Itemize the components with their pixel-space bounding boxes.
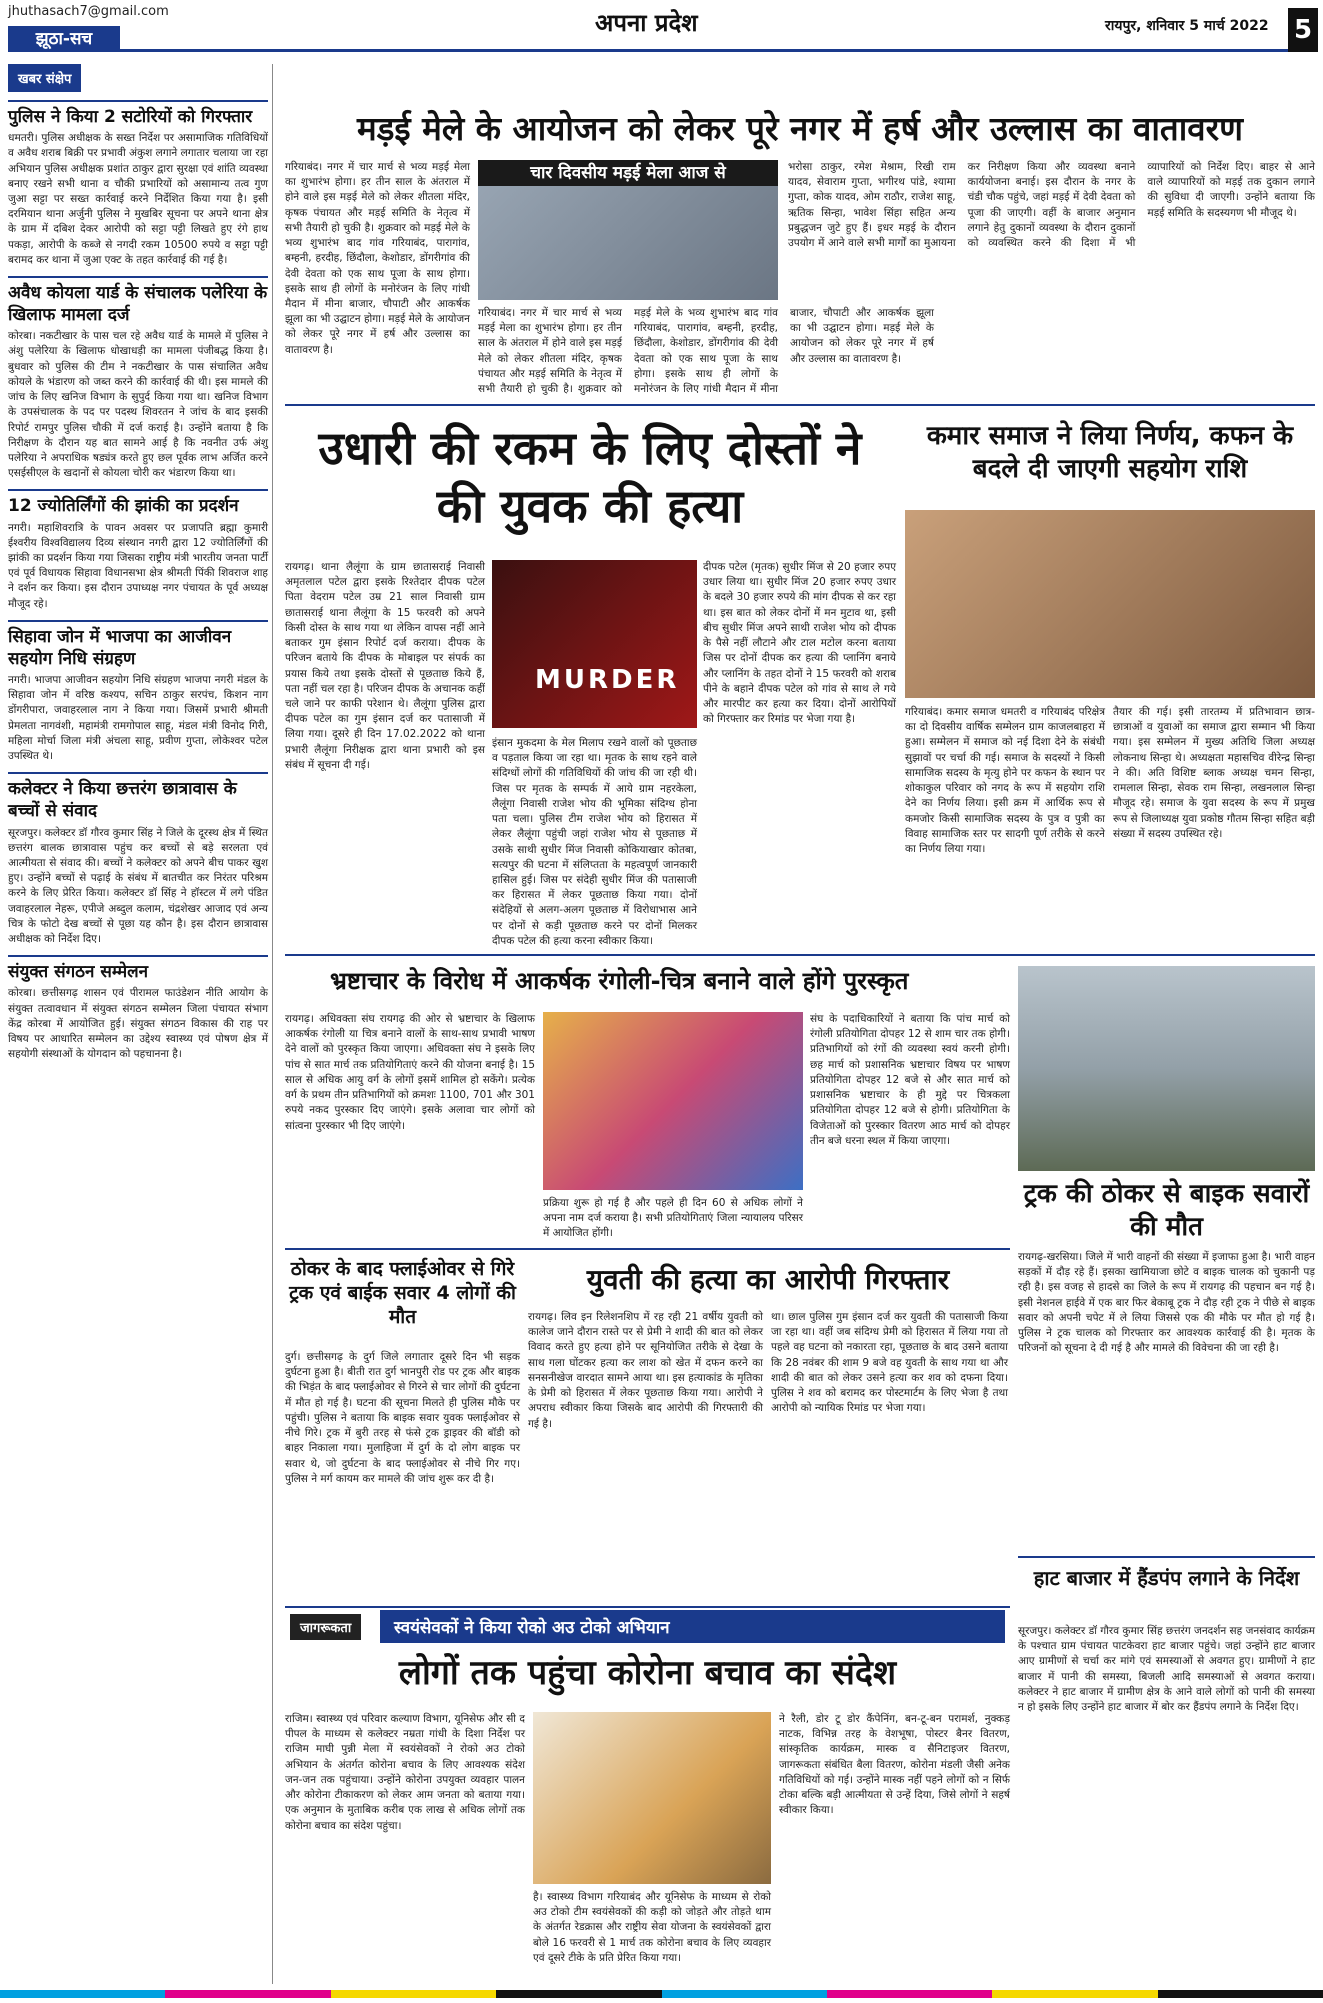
story-headline: कमार समाज ने लिया निर्णय, कफन के बदले दी जाएगी सहयोग राशि — [926, 421, 1294, 484]
rally-photo — [533, 1712, 771, 1884]
rangoli-photo — [543, 1012, 803, 1190]
story-headline: उधारी की रकम के लिए दोस्तों ने की युवक की हत्या — [318, 421, 862, 533]
story-headline: लोगों तक पहुंचा कोरोना बचाव का संदेश — [398, 1653, 897, 1693]
brief-body: नगरी। भाजपा आजीवन सहयोग निधि संग्रहण भाजपा नगरी मंडल के सिहावा जोन में वरिष्ठ कश्यप, सचिन ठाकुर सरपंच, किशन नाग डोंगरीपारा, जवाहरलाल नाग ने किया गया। जिसमें प्रभारी श्रीमती प्रेमलता नागवंशी, महामंत्री रामगोपाल साहू, मंडल मंत्री विनोद गिरी, महिला मोर्चा जिला मंत्री अंचला साहू, प्रवीण गुप्ता, लोकेश्वर पटेल उपस्थित थे। — [8, 674, 268, 763]
brief-title: संयुक्त संगठन सम्मेलन — [8, 955, 268, 983]
meeting-photo — [905, 510, 1315, 698]
story-body: गरियाबंद। नगर में चार मार्च से भव्य मड़ई मेला का शुभारंभ होगा। हर तीन साल के अंतराल में होने वाले इस मड़ई मेले को लेकर शीतला मंदिर, कृषक पंचायत और मड़ई समिति के नेतृत्व में सभी तैयारी हो चुकी है। शुक्रवार को मड़ई मेले के भव्य शुभारंभ बाद गांव गरियाबंद, पारागांव, बम्हनी, हरदीह, छिंदौला, केशोडार, डोंगरीगांव की देवी देवता को एक साथ पूजा के साथ होगा। इसके साथ ही लोगों के मनोरंजन के लिए गांधी मैदान में मीना बाजार, चौपाटी और आकर्षक झूला का भी उद्घाटन होगा। मड़ई मेले के आयोजन को लेकर पूरे नगर में हर्ष और उल्लास का वातावरण है। — [285, 161, 470, 356]
divider — [285, 404, 1315, 406]
story-body: गरियाबंद। नगर में चार मार्च से भव्य मड़ई मेला का शुभारंभ होगा। हर तीन साल के अंतराल में होने वाले इस मड़ई मेले को लेकर शीतला मंदिर, कृषक पंचायत और मड़ई समिति के नेतृत्व में सभी तैयारी हो चुकी है। शुक्रवार को मड़ई मेले के भव्य शुभारंभ बाद गांव गरियाबंद, पारागांव, बम्हनी, हरदीह, छिंदौला, केशोडार, डोंगरीगांव की देवी देवता को एक साथ पूजा के साथ होगा। इसके साथ ही लोगों के मनोरंजन के लिए गांधी मैदान में मीना बाजार, चौपाटी और आकर्षक झूला का भी उद्घाटन होगा। मड़ई मेले के आयोजन को लेकर पूरे नगर में हर्ष और उल्लास का वातावरण है। — [478, 307, 934, 396]
color-registration-bar — [0, 1990, 1323, 1998]
story-headline: हाट बाजार में हैंडपंप लगाने के निर्देश — [1033, 1566, 1300, 1590]
story-body: रायगढ़। थाना लैलूंगा के ग्राम छातासराई निवासी अमृतलाल पटेल द्वारा इसके रिश्तेदार दीपक पटेल पिता वेदराम पटेल उम्र 21 साल निवासी ग्राम छातासराई थाना लैलूंगा के 15 फरवरी को अपने किसी दोस्त के साथ गया था लेकिन वापस नहीं आने बताकर गुम इंसान रिपोर्ट दर्ज कराया। दीपक के परिजन बताये कि दीपक के मोबाइल पर संपर्क का प्रयास किये तथा इसके दोस्तों से पूछताछ किये हैं, पता नहीं चल रहा है। परिजन दीपक के अचानक कहीं चले जाने पर काफी परेशान थे। लैलूंगा पुलिस द्वारा दीपक पटेल का गुम इंसान दर्ज कर पतासाजी में लिया गया। दूसरे ही दिन 17.02.2022 को थाना प्रभारी लैलूंगा निरीक्षक द्वारा थाना प्रभारी को इस संबंध में सूचना दी गई। — [285, 561, 485, 771]
brief-body: सूरजपुर। कलेक्टर डॉ गौरव कुमार सिंह ने जिले के दूरस्थ क्षेत्र में स्थित छत्तरंग बालक छात्रावास पहुंच कर बच्चों से बड़े सरलता एवं आत्मीयता से संवाद की। बच्चों ने कलेक्टर को अपने बीच पाकर खुश हुए। उन्होंने बच्चों से पढ़ाई के संबंध में बातचीत कर निरंतर परिश्रम करने के लिए प्रेरित किया। कलेक्टर डॉ सिंह ने हॉस्टल में लगे पंडित जवाहरलाल नेहरू, एपीजे अब्दुल कलाम, चंद्रशेखर आजाद एवं अन्य चित्र के फोटो देख बच्चों से पूछा यह कौन है। इस दौरान छात्रावास अधीक्षक को निर्देश दिए। — [8, 826, 268, 946]
brief-body: नगरी। महाशिवरात्रि के पावन अवसर पर प्रजापति ब्रह्मा कुमारी ईश्वरीय विश्वविद्यालय दिव्य संस्थान नगरी द्वारा 12 ज्योतिर्लिंगों की झांकी का प्रदर्शन किया गया जिसका राष्ट्रीय मंत्री भारतीय जनता पार्टी एवं पूर्व विधायक सिहावा विधानसभा क्षेत्र श्रीमती पिंकी शिवराज शाह ने दर्शन कर किया। इस दौरान उपाध्यक्ष नगर पंचायत के पूर्व अध्यक्ष मौजूद रहे। — [8, 521, 268, 610]
story-body: इंसान मुकदमा के मेल मिलाप रखने वालों को पूछताछ व पड़ताल किया जा रहा था। मृतक के साथ रहने वाले संदिग्धों लोगों की गतिविधियों की जांच की जा रही थी। जिस पर मृतक के सम्पर्क में आये ग्राम नहरकेला, लैलूंगा निवासी राजेश भोय की भूमिका संदिग्ध होना पता चला। पुलिस टीम राजेश भोय को हिरासत में लेकर लैलूंगा पहुंची जहां राजेश भोय से पूछताछ में उसके साथी सुधीर मिंज निवासी कोकियाखार कोतबा, सत्यपुर की घटना में संलिप्तता के महत्वपूर्ण जानकारी हासिल हुई। जिस पर संदेही सुधीर मिंज की पतासाजी कर हिरासत में लेकर पूछताछ किया गया। दोनों संदेहियों से अलग-अलग पूछताछ में विरोधाभास आने पर दोनों से कड़ी पूछताछ करने पर दोनों मिलकर दीपक पटेल की हत्या करना स्वीकार किया। — [492, 737, 697, 947]
brief-item — [8, 100, 268, 268]
brief-title: अवैध कोयला यार्ड के संचालक पलेरिया के खिलाफ मामला दर्ज — [8, 276, 268, 326]
story-headline: ठोकर के बाद फ्लाईओवर से गिरे ट्रक एवं बाईक सवार 4 लोगों की मौत — [289, 1258, 516, 1328]
brief-item — [8, 955, 268, 1062]
brief-title: सिहावा जोन में भाजपा का आजीवन सहयोग निधि संग्रहण — [8, 620, 268, 670]
story-body: राजिम। स्वास्थ्य एवं परिवार कल्याण विभाग, यूनिसेफ और सी द पीपल के माध्यम से कलेक्टर नम्रता गांधी के दिशा निर्देश पर राजिम माघी पुन्नी मेला में स्वयंसेवकों ने रोको अउ टोको अभियान के अंतर्गत कोरोना बचाव के लिए आवश्यक संदेश जन-जन तक पहुंचाया। उन्होंने कोरोना उपयुक्त व्यवहार पालन और कोरोना टीकाकरण को लेकर आम जनता को बताया गया। एक अनुमान के मुताबिक करीब एक लाख से अधिक लोगों तक कोरोना बचाव का संदेश पहुंचा। — [285, 1713, 525, 1832]
story-body: सूरजपुर। कलेक्टर डॉ गौरव कुमार सिंह छत्तरंग जनदर्शन सह जनसंवाद कार्यक्रम के पश्चात ग्राम पंचायत पाटकेवरा हाट बाजार पहुंचे। जहां उन्होंने हाट बाजार आए ग्रामीणों से चर्चा कर मांगे एवं समस्याओं से अवगत हुए। ग्रामीणों ने हाट बाजार में पानी की समस्या, बिजली आदि समस्याओं से अवगत कराया। कलेक्टर ने हाट बाजार में ग्रामीण क्षेत्र के आने वाले लोगों को पानी की समस्या न हो इसके लिए उन्होंने हाट बाजार में बोर कर हैंडपंप लगाने के निर्देश दिए। — [1018, 1625, 1315, 1714]
story-body: है। स्वास्थ्य विभाग गरियाबंद और यूनिसेफ के माध्यम से रोको अउ टोको टीम स्वयंसेवकों की कड़ी को जोड़ते और तोड़ते थाम के अंतर्गत रेडक्रास और राष्ट्रीय सेवा योजना के स्वयंसेवकों द्वारा बोले 16 फरवरी से 1 मार्च तक कोरोना बचाव के लिए व्यवहार एवं दूसरे टीके के प्रति प्रेरित किया गया। — [533, 1891, 771, 1964]
story-body: तैयार की गई। इसी तारतम्य में प्रतिभावान छात्र-छात्राओं व युवाओं का समाज द्वारा सम्मान भी किया गया। इस सम्मेलन में मुख्य अतिथि जिला अध्यक्ष लोकनाथ सिन्हा थे। अध्यक्षता महासचिव वीरेन्द्र सिन्हा ने की। अति विशिष्ट ब्लाक अध्यक्ष चमन सिन्हा, रामलाल सिन्हा, सेवक राम सिन्हा, लखनलाल सिन्हा मौजूद रहे। समाज के युवा सदस्य के रूप में प्रमुख रूप से जिलाध्यक्ष युवा प्रकोष्ठ गौतम सिन्हा सहित बड़ी संख्या में सदस्य उपस्थित रहे। — [1113, 706, 1315, 840]
brief-body: कोरबा। नकटीखार के पास चल रहे अवैध यार्ड के मामले में पुलिस ने अंशु पलेरिया के खिलाफ धोखाधड़ी का मामला पंजीबद्ध किया है। बुधवार को पुलिस की टीम ने नकटीखार के पास संचालित अवैध कोयले के भंडारण को जब्त करने की कार्रवाई की थी। इस मामले की जांच के लिए खनिज विभाग के सुपुर्द किया गया था। खनिज विभाग के उपसंचालक के पद पर पदस्थ शिवरतन ने जांच के बाद इसकी रिपोर्ट रामपुर पुलिस चौकी में दर्ज कराई है। उन्होंने बताया है कि निरीक्षण के दौरान यह बात सामने आई है कि नवनीत उर्फ अंशु पलेरिया ने अपराधिक षड्यंत्र करते हुए छल पूर्वक लाभ अर्जित करने एसईसीएल के खदानों से कोयला चोरी कर भंडारण किया था। — [8, 330, 268, 480]
divider — [285, 1248, 1010, 1250]
brief-title: कलेक्टर ने किया छत्तरंग छात्रावास के बच्चों से संवाद — [8, 772, 268, 822]
story-headline: ट्रक की ठोकर से बाइक सवारों की मौत — [1023, 1179, 1310, 1242]
story-body: भरोसा ठाकुर, रमेश मेश्राम, रिखी राम यादव, सेवाराम गुप्ता, भगीरथ पांडे, श्यामा गुप्ता, कोक यादव, ओम राठौर, राजेश साहू, ऋतिक सिन्हा, भावेश सिंहा सहित अन्य प्रबुद्धजन जुटे हुए हैं। इधर मड़ई के दौरान उपयोग में आने वाले सभी मार्गों का मुआयना कर निरीक्षण किया और व्यवस्था बनाने कार्ययोजना बनाई। इस दौरान के नगर के चंडी चौक पहुंचे, जहां मड़ई में देवी देवता को पूजा की जाएगी। वहीं के बाजार अनुमान लगाने हेतु दुकानों व्यवस्था के दौरान दुकानों को व्यवस्थित करने की दिशा में भी व्यापारियों को निर्देश दिए। बाहर से आने वाले व्यापारियों को मड़ई तक दुकान लगाने की सुविधा दी जाएगी। उन्होंने बताया कि मड़ई समिति के सदस्यगण भी मौजूद थे। — [788, 161, 1315, 250]
truck-accident-photo — [1018, 966, 1315, 1171]
news-brief-badge: खबर संक्षेप — [8, 64, 81, 92]
section-title: अपना प्रदेश — [595, 9, 698, 37]
story-body: ने रैली, डोर टू डोर कैंपेनिंग, बन-टू-बन परामर्श, नुक्कड़ नाटक, विभिन्न तरह के वेशभूषा, पोस्टर बैनर वितरण, सांस्कृतिक कार्यक्रम, मास्क व सैनिटाइजर वितरण, जागरूकता संबंधित बैला वितरण, कोरोना मंडली जैसी अनेक गतिविधियों को गई। उन्होंने मास्क नहीं पहने लोगों को न सिर्फ टोका बल्कि बड़ी आत्मीयता से उन्हें दिया, जिसे लोगों ने सहर्ष स्वीकार किया। — [779, 1713, 1010, 1817]
brief-title: 12 ज्योतिर्लिंगों की झांकी का प्रदर्शन — [8, 489, 268, 517]
story-body: था। छाल पुलिस गुम इंसान दर्ज कर युवती की पतासाजी किया जा रहा था। वहीं जब संदिग्ध प्रेमी को हिरासत में लिया गया तो पहले वह घटना को नकारता रहा, पूछताछ के बाद उसने बताया कि 28 नवंबर की शाम 9 बजे वह युवती के साथ गया था और शादी की बात को लेकर उसने हत्या कर शव को दफना दिया। पुलिस ने शव को बरामद कर पोस्टमार्टम के लिए भेजा है तथा आरोपी को न्यायिक रिमांड पर भेजा गया। — [771, 1311, 1008, 1415]
story-body: रायगढ़। लिव इन रिलेशनशिप में रह रही 21 वर्षीय युवती को कालेज जाने दौरान रास्ते पर से प्रेमी ने शादी की बात को लेकर विवाद करते हुए हत्या होने पर सूनियोजित तरीके से देखा के साथ गला घोंटकर हत्या कर लाश को खेत में दफन करने का सनसनीखेज वारदात सामने आया था। इस हत्याकांड के मृतिका के प्रेमी को हिरासत में लेकर पूछताछ किया गया। आरोपी ने अपराध स्वीकार किया जिसके बाद आरोपी की गिरफ्तारी की गई है। — [528, 1311, 763, 1430]
brief-item — [8, 489, 268, 611]
story-headline: मड़ई मेले के आयोजन को लेकर पूरे नगर में हर्ष और उल्लास का वातावरण — [357, 109, 1243, 148]
news-brief-column — [8, 64, 268, 1984]
story-subhead: स्वयंसेवकों ने किया रोको अउ टोको अभियान — [380, 1610, 1005, 1643]
section-tag: जागरूकता — [290, 1614, 361, 1640]
story-headline: भ्रष्टाचार के विरोध में आकर्षक रंगोली-चित्र बनाने वाले होंगे पुरस्कृत — [330, 967, 909, 995]
brief-item — [8, 772, 268, 947]
masthead — [0, 0, 1323, 58]
story-body: रायगढ़। अधिवक्ता संघ रायगढ़ की ओर से भ्रष्टाचार के खिलाफ आकर्षक रंगोली या चित्र बनाने वालों के साथ-साथ प्रभावी भाषण देने वालों को पुरस्कृत किया जाएगा। अधिवक्ता संघ ने इसके लिए पांच से सात मार्च तक प्रतियोगिताएं करने की योजना बनाई है। 15 साल से अधिक आयु वर्ग के लोगों इसमें शामिल हो सकेंगे। प्रत्येक वर्ग के प्रथम तीन प्रतिभागियों को क्रमशः 1100, 701 और 301 रुपये नकद पुरस्कार दिए जाएंगे। इसके अलावा चार लोगों को सांत्वना पुरस्कार भी दिए जाएंगे। — [285, 1013, 535, 1132]
page-number: 5 — [1288, 8, 1318, 52]
photo-caption: प्रक्रिया शुरू हो गई है और पहले ही दिन 60 से अधिक लोगों ने अपना नाम दर्ज कराया है। सभी प्रतियोगिताएं जिला न्यायालय परिसर में आयोजित होंगी। — [543, 1197, 803, 1240]
murder-photo — [492, 560, 697, 728]
divider — [285, 954, 1315, 956]
brief-item — [8, 620, 268, 765]
brief-body: कोरबा। छत्तीसगढ़ शासन एवं पीरामल फाउंडेशन नीति आयोग के संयुक्त तत्वावधान में संयुक्त संगठन सम्मेलन जिला पंचायत संभाग केंद्र कोरबा में आयोजित हुई। संयुक्त संगठन विकास की राह पर विषय पर आधारित सम्मेलन का उद्देश्य स्वास्थ्य एवं पोषण क्षेत्र में सहयोगी संस्थाओं के योगदान को पहचानना है। — [8, 987, 268, 1061]
photo-caption: चार दिवसीय मड़ई मेला आज से — [478, 160, 778, 186]
story-body: गरियाबंद। कमार समाज धमतरी व गरियाबंद परिक्षेत्र का दो दिवसीय वार्षिक सम्मेलन ग्राम काजलबाहरा में हुआ। सम्मेलन में समाज को नई दिशा देने के संबंधी सुझावों पर चर्चा की गई। समाज के सदस्यों ने किसी सामाजिक सदस्य के मृत्यु होने पर कफन के स्थान पर शोकाकुल परिवार को नगद के रूप में सहयोग राशि देने का निर्णय लिया। इसी क्रम में आर्थिक रूप से कमजोर किसी सामाजिक सदस्य के पुत्र व पुत्री का विवाह सामाजिक स्तर पर सादगी पूर्ण तरीके से करने का निर्णय लिया गया। — [905, 706, 1105, 855]
column-divider — [272, 64, 273, 1984]
story-body: दुर्ग। छत्तीसगढ़ के दुर्ग जिले लगातार दूसरे दिन भी सड़क दुर्घटना हुआ है। बीती रात दुर्ग भानपुरी रोड पर ट्रक और बाइक की भिड़ंत के बाद फ्लाईओवर से गिरने से चार लोगों की दुर्घटना में मौत हो गई है। घटना की सूचना मिलते ही पुलिस मौके पर पहुंची। पुलिस ने बताया कि बाइक सवार युवक फ्लाईओवर से नीचे गिरे। ट्रक में बुरी तरह से फंसे ट्रक ड्राइवर की बॉडी को बाहर निकाला गया। मुलाहिजा में दुर्ग के दो लोग बाइक पर सवार थे, जो दुर्घटना के बाद फ्लाईओवर से नीचे गिर गए। पुलिस ने मर्ग कायम कर मामले की जांच शुरू कर दी है। — [285, 1351, 520, 1485]
dateline: रायपुर, शनिवार 5 मार्च 2022 — [1105, 18, 1269, 34]
brand-logo: झूठा-सच — [8, 26, 120, 52]
brief-body: धमतरी। पुलिस अधीक्षक के सख्त निर्देश पर असामाजिक गतिविधियों व अवैध शराब बिक्री पर प्रभावी अंकुश लगाने लगातार चलाया जा रहा अभियान पुलिस अधीक्षक प्रशांत ठाकुर द्वारा सुरक्षा एवं शांति व्यवस्था बनाए रखने सभी थाना व चौकी प्रभारियों को असामान्य तत्व गुण जुआ सट्टा पर सख्त कार्रवाई करने निर्देशित किया गया है। इसी दरमियान थाना अर्जुनी पुलिस ने मुखबिर सूचना पर अपने थाना क्षेत्र के ग्राम में दबिश देकर आरोपी को सट्टा पट्टी लिखते हुए रंगे हाथ पकड़ा, आरोपी के कब्जे से नगदी रकम 10500 रुपये व सट्टा पट्टी बरामद कर थाना में जुआ एक्ट के तहत कार्रवाई की गई है। — [8, 132, 268, 266]
story-body: संघ के पदाधिकारियों ने बताया कि पांच मार्च को रंगोली प्रतियोगिता दोपहर 12 से शाम चार तक होगी। प्रतिभागियों को रंगों की व्यवस्था स्वयं करनी होगी। छह मार्च को प्रशासनिक भ्रष्टाचार विषय पर भाषण प्रतियोगिता दोपहर 12 बजे से और सात मार्च को प्रशासनिक भ्रष्टाचार के ही मुद्दे पर चित्रकला प्रतियोगिता दोपहर 12 बजे से होगी। प्रतियोगिता के विजेताओं को पुरस्कार वितरण आठ मार्च को दोपहर तीन बजे धरना स्थल में किया जाएगा। — [810, 1013, 1010, 1147]
divider — [1018, 1556, 1315, 1558]
murder-text: MURDER — [535, 665, 680, 695]
divider — [285, 1606, 1010, 1608]
brief-item — [8, 276, 268, 481]
brief-title: पुलिस ने किया 2 सटोरियों को गिरफ्तार — [8, 100, 268, 128]
contact-email: jhuthasach7@gmail.com — [8, 4, 169, 19]
story-headline: युवती की हत्या का आरोपी गिरफ्तार — [586, 1263, 950, 1296]
story-body: दीपक पटेल (मृतक) सुधीर मिंज से 20 हजार रुपए उधार लिया था। सुधीर मिंज 20 हजार रुपए उधार के बदले 30 हजार रुपये की मांग दीपक से कर रहा था। इस बात को लेकर दोनों में मन मुटाव था, इसी बीच सुधीर मिंज अपने साथी राजेश भोय को दीपक के पैसे नहीं लौटाने और टाल मटोल करना बताया जिस पर दोनों दीपक कर हत्या की प्लानिंग बनाये और प्लानिंग के तहत दोनों ने 15 फरवरी को शराब पीने के बहाने दीपक पटेल को गांव से साथ ले गये और मारपीट कर हत्या कर दिया। दोनों आरोपियों को गिरफ्तार कर रिमांड पर भेजा गया है। — [703, 561, 896, 726]
story-body: रायगढ़-खरसिया। जिले में भारी वाहनों की संख्या में इजाफा हुआ है। भारी वाहन सड़कों में दौड़ रहे हैं। इसका खामियाजा छोटे व बाइक चालक को चुकानी पड़ रही है। इस वजह से हादसे का जिले के रूप में रायगढ़ की पहचान बन गई है। इसी नेशनल हाईवे में एक बार फिर बेकाबू ट्रक ने दौड़ रही ट्रक ने पीछे से बाइक सवार को अपनी चपेट में ले लिया जिससे एक की मौके पर मौत हो गई है। पुलिस ने ट्रक चालक को गिरफ्तार कर आवश्यक कार्रवाई की है। मृतक के परिजनों को सूचना दे दी गई है और मामले की विवेचना की जा रही है। — [1018, 1251, 1315, 1355]
